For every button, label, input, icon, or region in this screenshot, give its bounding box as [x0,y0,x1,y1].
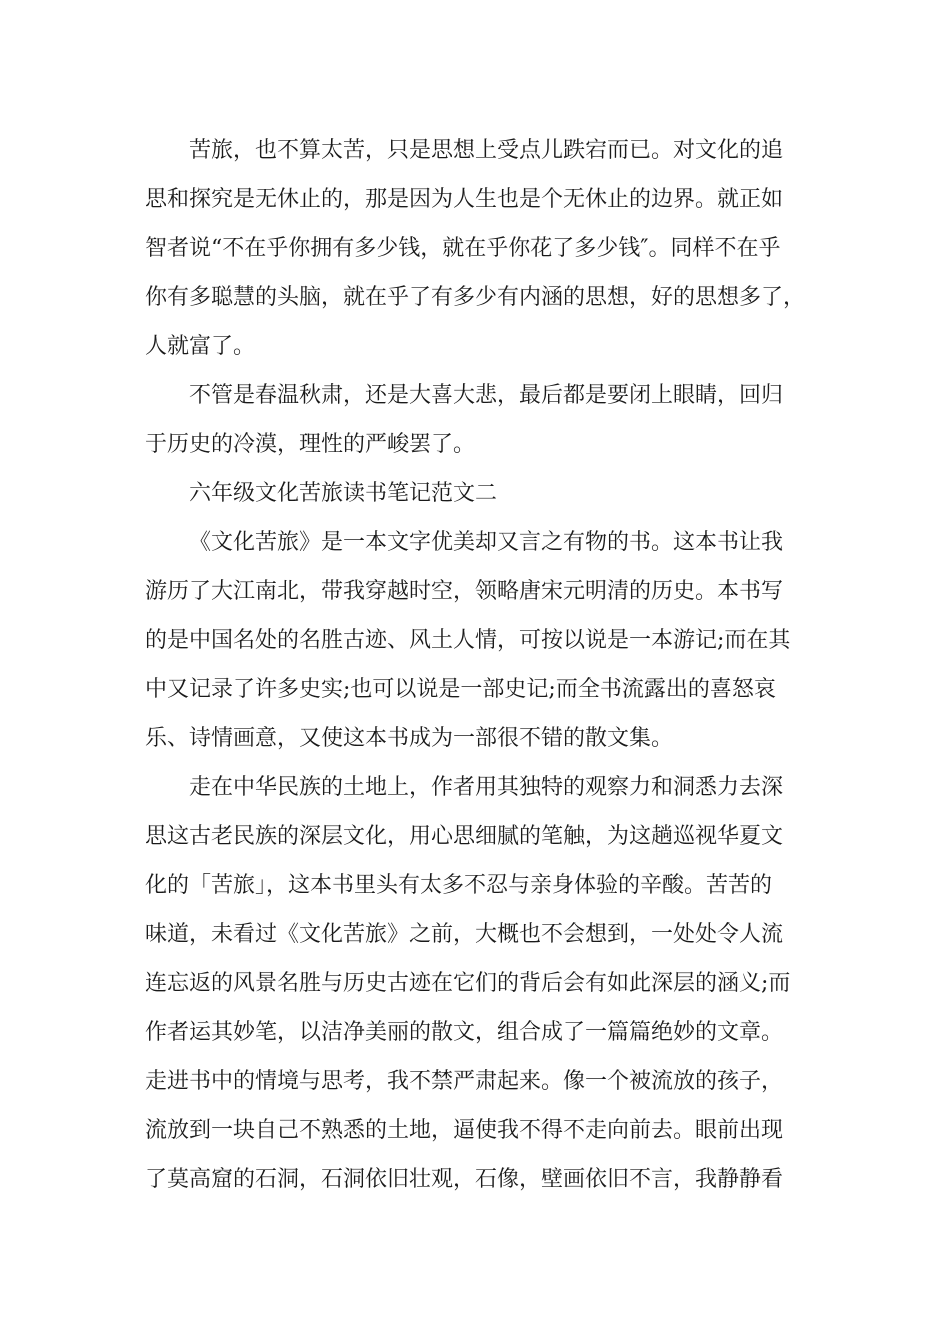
text-line: 思和探究是无休止的，那是因为人生也是个无休止的边界。就正如 [145,187,784,212]
text-line: 的是中国名处的名胜古迹、风土人情，可按以说是一本游记;而在其 [145,628,791,653]
text-line: 连忘返的风景名胜与历史古迹在它们的背后会有如此深层的涵义;而 [145,971,791,996]
paragraph-4 [145,763,821,1204]
text-line: 流放到一块自己不熟悉的土地，逼使我不得不走向前去。眼前出现 [145,1118,784,1143]
text-line: 作者运其妙笔，以洁净美丽的散文，组合成了一篇篇绝妙的文章。 [145,1020,784,1045]
heading-line: 六年级文化苦旅读书笔记范文二 [189,481,498,506]
text-line: 智者说“不在乎你拥有多少钱，就在乎你花了多少钱″。同样不在乎 [145,236,781,261]
text-line: 了莫高窟的石洞，石洞依旧壮观，石像，壁画依旧不言，我静静看 [145,1167,784,1192]
text-line: 走在中华民族的土地上，作者用其独特的观察力和洞悉力去深 [189,775,784,800]
text-line: 化的「苦旅」，这本书里头有太多不忍与亲身体验的辛酸。苦苦的 [145,873,773,898]
text-line: 《文化苦旅》是一本文字优美却又言之有物的书。这本书让我 [189,530,784,555]
text-line: 游历了大江南北，带我穿越时空，领略唐宋元明清的历史。本书写 [145,579,784,604]
text-line: 不管是春温秋肃，还是大喜大悲，最后都是要闭上眼睛，回归 [189,383,784,408]
text-line: 走进书中的情境与思考，我不禁严肃起来。像一个被流放的孩子， [145,1069,784,1094]
text-line: 于历史的冷漠，理性的严峻罢了。 [145,432,476,457]
paragraph-2 [145,371,821,469]
text-line: 味道，未看过《文化苦旅》之前，大概也不会想到，一处处令人流 [145,922,784,947]
text-line: 苦旅，也不算太苦，只是思想上受点儿跌宕而已。对文化的追 [189,138,784,163]
section-heading [145,469,821,518]
text-line: 中又记录了许多史实;也可以说是一部史记;而全书流露出的喜怒哀 [145,677,776,702]
text-line: 你有多聪慧的头脑，就在乎了有多少有内涵的思想，好的思想多了， [145,285,806,310]
text-line: 思这古老民族的深层文化，用心思细腻的笔触，为这趟巡视华夏文 [145,824,784,849]
document-body [145,126,821,1204]
paragraph-3 [145,518,821,763]
text-line: 人就富了。 [145,334,256,359]
paragraph-1 [145,126,821,371]
text-line: 乐、诗情画意，又使这本书成为一部很不错的散文集。 [145,726,674,751]
